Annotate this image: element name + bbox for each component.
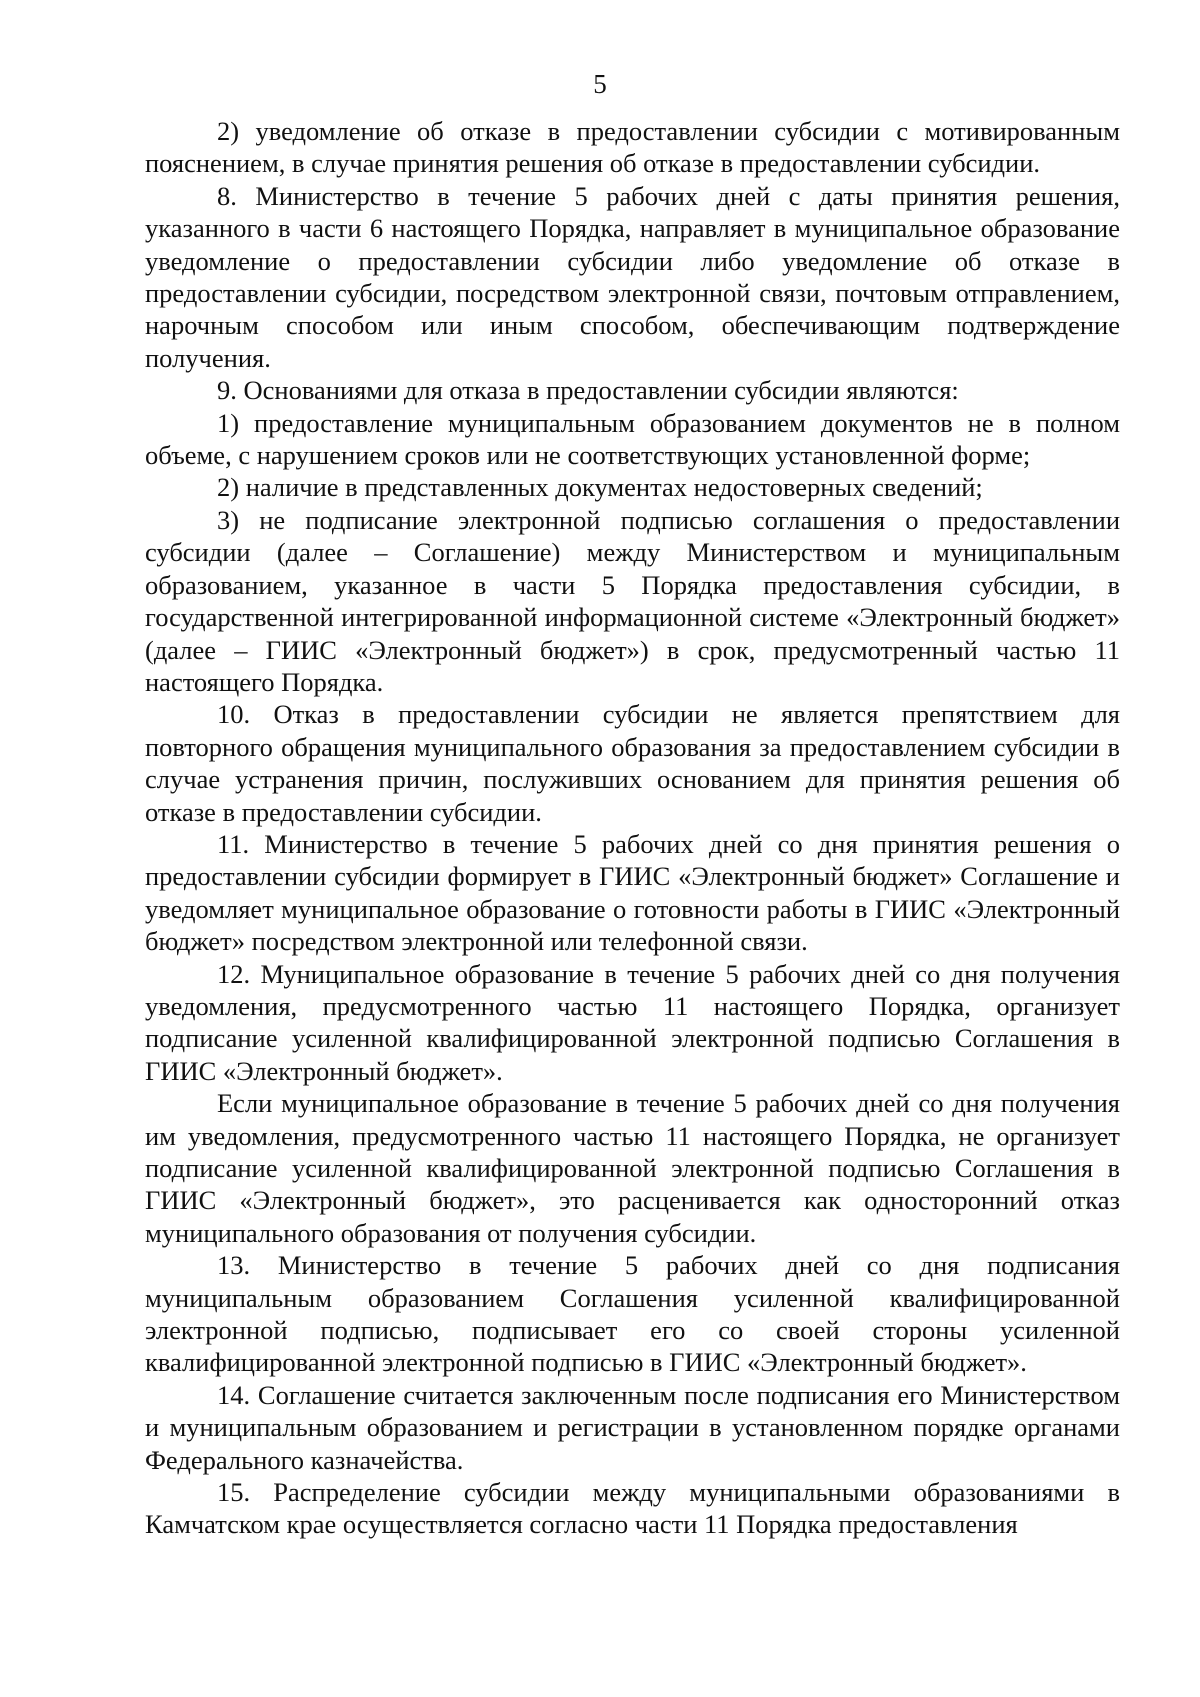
paragraph-9-item-1: 1) предоставление муниципальным образованием документов не в полном объеме, с нарушением сроков или не соответствующих установленной форме;	[145, 407, 1120, 471]
paragraph-10: 10. Отказ в предоставлении субсидии не является препятствием для повторного обращения муниципального образования за предоставлением субсидии в случае устранения причин, послуживших основанием для принятия решения об отказе в предоставлении субсидии.	[145, 699, 1120, 827]
paragraph-13: 13. Министерство в течение 5 рабочих дней со дня подписания муниципальным образованием Соглашения усиленной квалифицированной электронной подписью, подписывает его со своей стороны усиленной квалифицированной электронной подписью в ГИИС «Электронный бюджет».	[145, 1250, 1120, 1378]
paragraph-9-item-3: 3) не подписание электронной подписью соглашения о предоставлении субсидии (далее – Соглашение) между Министерством и муниципальным образованием, указанное в части 5 Порядка предоставления субсидии, в государственной интегрированной информационной системе «Электронный бюджет» (далее – ГИИС «Электронный бюджет») в срок, предусмотренный частью 11 настоящего Порядка.	[145, 504, 1120, 697]
paragraph-9: 9. Основаниями для отказа в предоставлении субсидии являются:	[217, 375, 959, 406]
paragraph-8: 8. Министерство в течение 5 рабочих дней с даты принятия решения, указанного в части 6 настоящего Порядка, направляет в муниципальное образование уведомление о предоставлении субсидии либо уведомление об отказе в предоставлении субсидии, посредством электронной связи, почтовым отправлением, нарочным способом или иным способом, обеспечивающим подтверждение получения.	[145, 180, 1120, 373]
paragraph-15: 15. Распределение субсидии между муниципальными образованиями в Камчатском крае осуществляется согласно части 11 Порядка предоставления	[145, 1477, 1120, 1540]
paragraph-14: 14. Соглашение считается заключенным после подписания его Министерством и муниципальным образованием и регистрации в установленном порядке органами Федерального казначейства.	[145, 1379, 1120, 1475]
paragraph-12-continuation: Если муниципальное образование в течение 5 рабочих дней со дня получения им уведомления, предусмотренного частью 11 настоящего Порядка, не организует подписание усиленной квалифицированной электронной подписью Соглашения в ГИИС «Электронный бюджет», это расценивается как односторонний отказ муниципального образования от получения субсидии.	[145, 1088, 1120, 1248]
paragraph-12: 12. Муниципальное образование в течение 5 рабочих дней со дня получения уведомления, предусмотренного частью 11 настоящего Порядка, организует подписание усиленной квалифицированной электронной подписью Соглашения в ГИИС «Электронный бюджет».	[145, 958, 1120, 1086]
document-body	[145, 115, 1120, 1541]
paragraph-item-2-notice: 2) уведомление об отказе в предоставлении субсидии с мотивированным пояснением, в случае принятия решения об отказе в предоставлении субсидии.	[145, 116, 1120, 179]
paragraph-9-item-2: 2) наличие в представленных документах недостоверных сведений;	[217, 472, 983, 503]
paragraph-11: 11. Министерство в течение 5 рабочих дней со дня принятия решения о предоставлении субсидии формирует в ГИИС «Электронный бюджет» Соглашение и уведомляет муниципальное образование о готовности работы в ГИИС «Электронный бюджет» посредством электронной или телефонной связи.	[145, 828, 1120, 957]
page-number: 5	[593, 69, 607, 99]
